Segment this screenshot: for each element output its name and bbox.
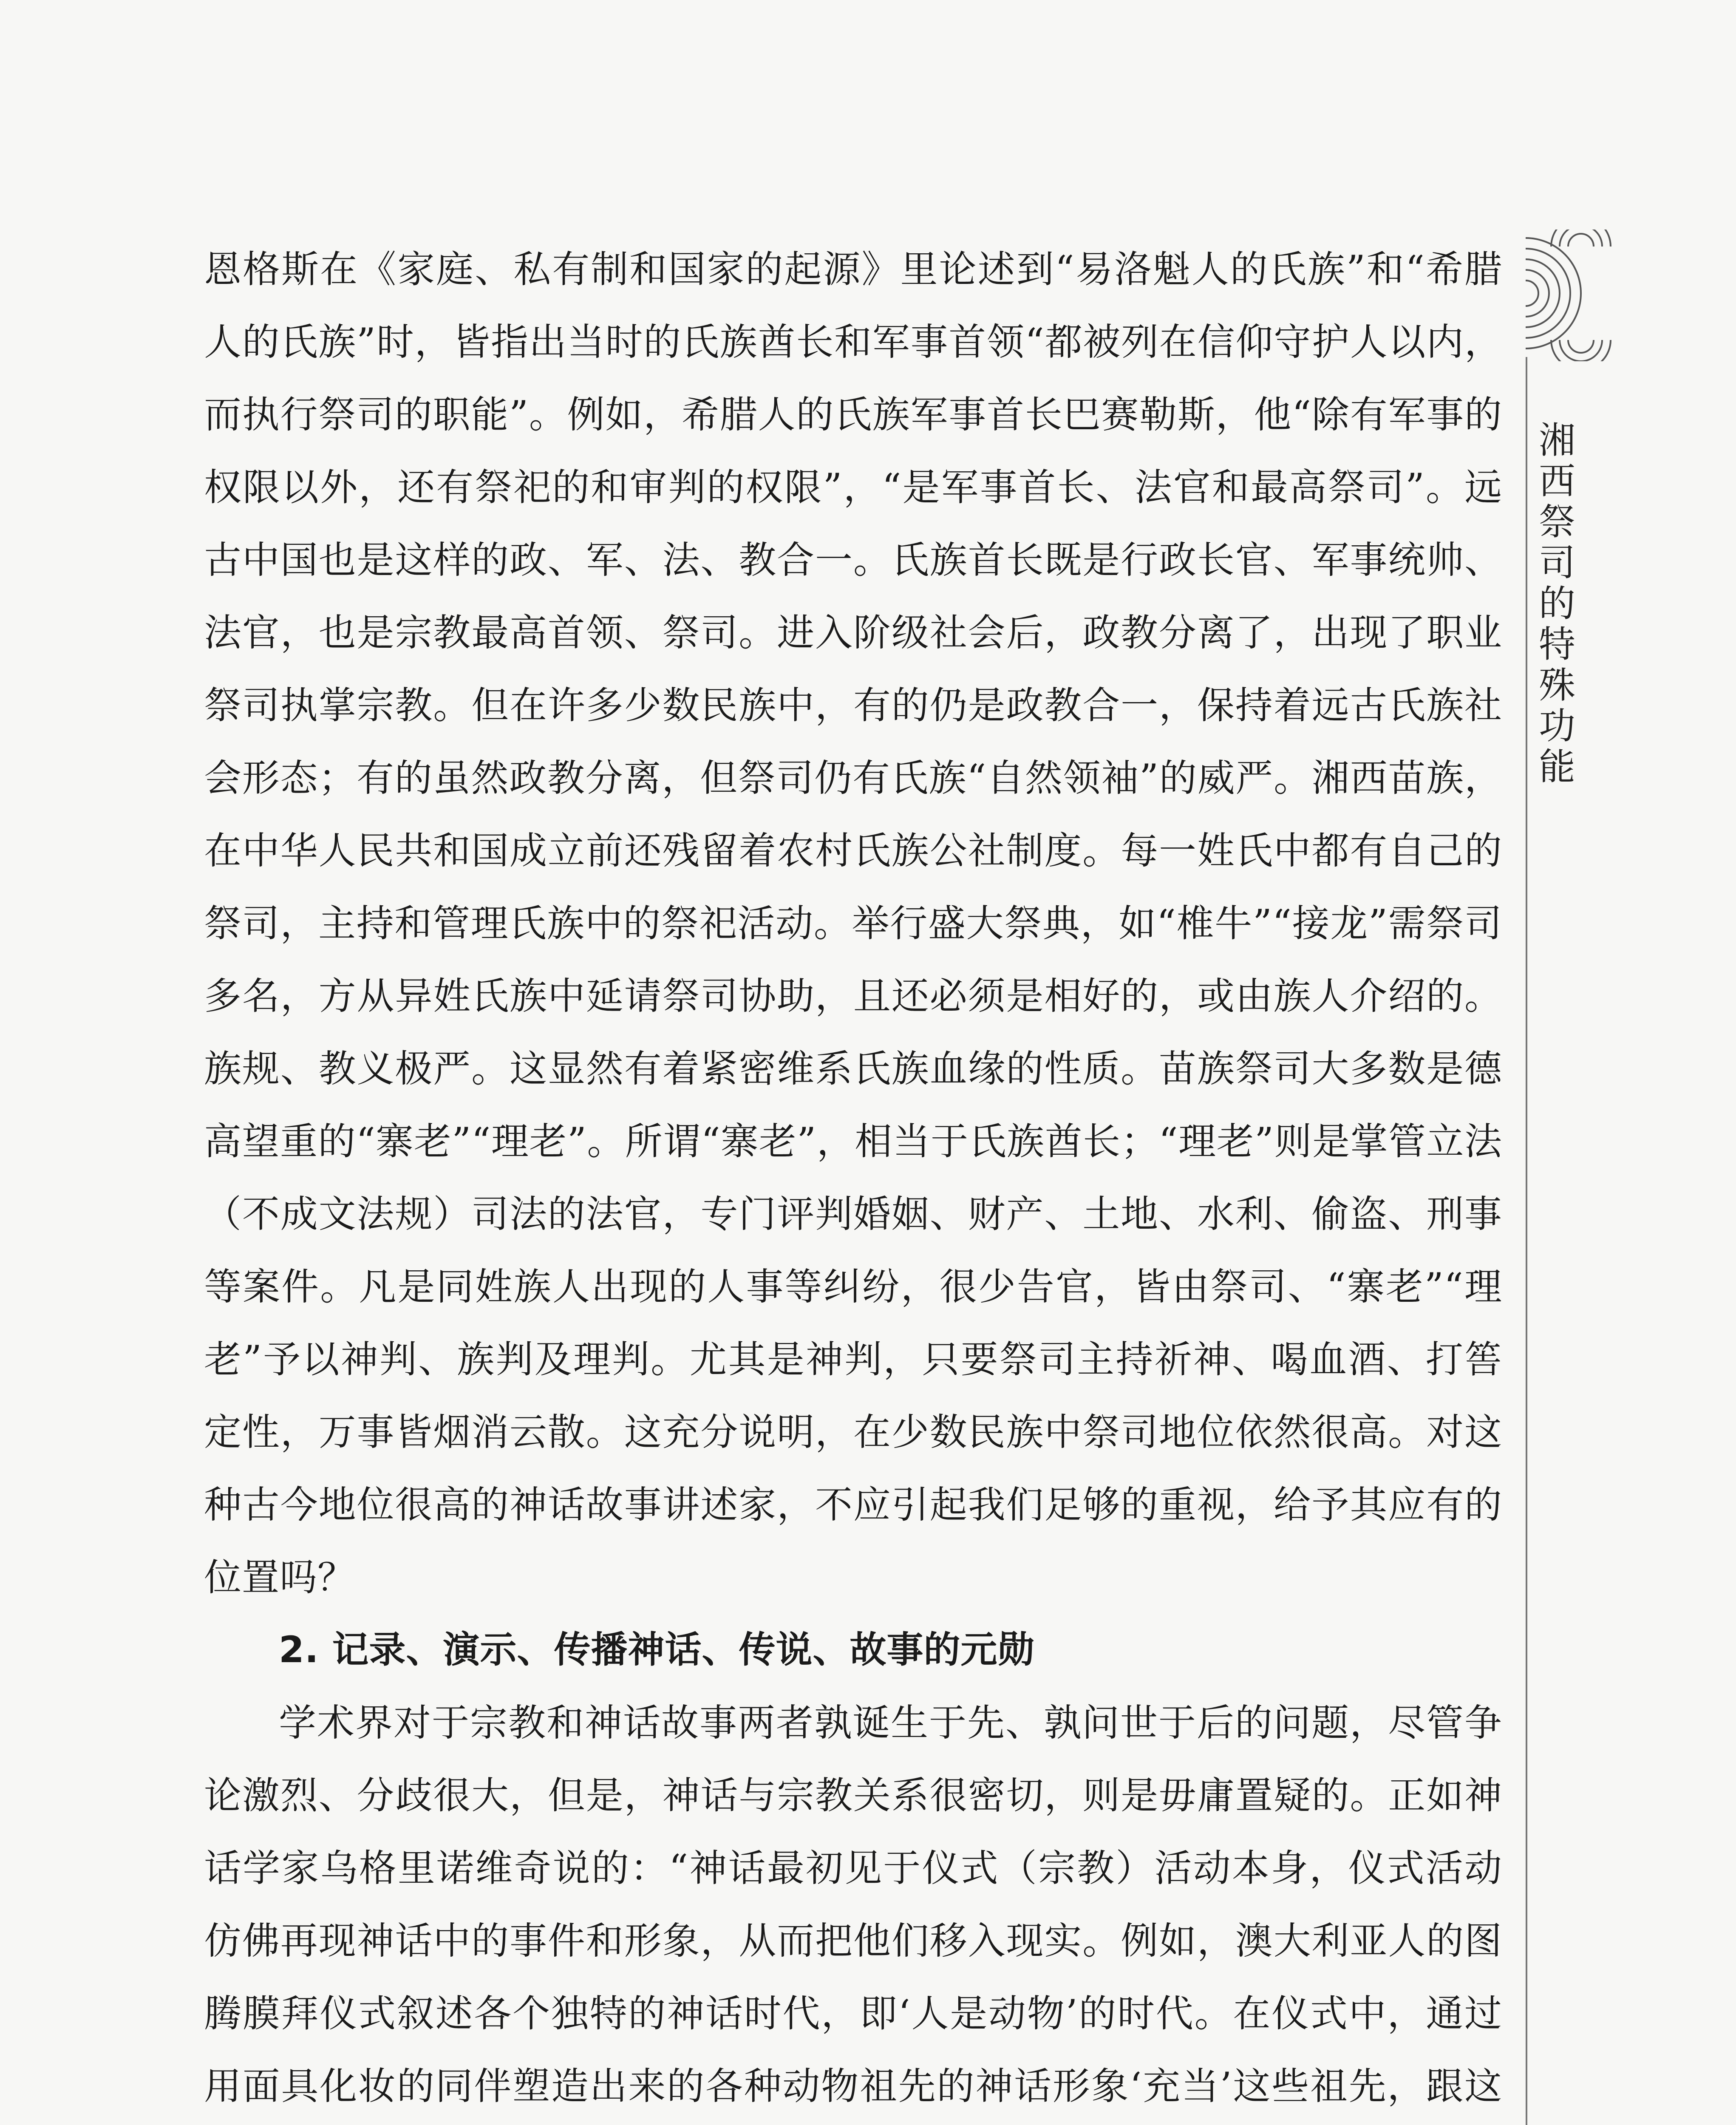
chapter-sidebar [1526,230,1623,2125]
body-paragraph-2: 学术界对于宗教和神话故事两者孰诞生于先、孰问世于后的问题，尽管争论激烈、分歧很大，但是，神话与宗教关系很密切，则是毋庸置疑的。正如神话学家乌格里诺维奇说的：“神话最初见于仪式（宗教）活动本身，仪式活动仿佛再现神话中的事件和形象，从而把他们移入现实。例如，澳大利亚人的图腾膜拜仪式叙述各个独特的神话时代，即‘人是动物’的时代。在仪式中，通过用面具化妆的同伴塑造出来的各种动物祖先的神话形象‘充当’这些祖先，跟这 [204,1701,1502,2108]
text-column [204,233,1502,2125]
section-heading: 2. 记录、演示、传播神话、传说、故事的元勋 [279,1629,1035,1671]
chapter-vertical-title: 湘西祭司的特殊功能 [1532,421,1575,788]
concentric-arc-ornament [1526,230,1623,361]
body-paragraph-1: 恩格斯在《家庭、私有制和国家的起源》里论述到“易洛魁人的氏族”和“希腊人的氏族”时，皆指出当时的氏族酋长和军事首领“都被列在信仰守护人以内，而执行祭司的职能”。例如，希腊人的氏族军事首长巴赛勒斯，他“除有军事的权限以外，还有祭祀的和审判的权限”，“是军事首长、法官和最高祭司”。远古中国也是这样的政、军、法、教合一。氏族首长既是行政长官、军事统帅、法官，也是宗教最高首领、祭司。进入阶级社会后，政教分离了，出现了职业祭司执掌宗教。但在许多少数民族中，有的仍是政教合一，保持着远古氏族社会形态；有的虽然政教分离，但祭司仍有氏族“自然领袖”的威严。湘西苗族，在中华人民共和国成立前还残留着农村氏族公社制度。每一姓氏中都有自己的祭司，主持和管理氏族中的祭祀活动。举行盛大祭典，如“椎牛”“接龙”需祭司多名，方从异姓氏族中延请祭司协助，且还必须是相好的，或由族人介绍的。族规、教义极严。这显然有着紧密维系氏族血缘的性质。苗族祭司大多数是德高望重的“寨老”“理老”。所谓“寨老”，相当于氏族酋长；“理老”则是掌管立法（不成文法规）司法的法官，专门评判婚姻、财产、土地、水利、偷盗、刑事等案件。凡是同姓族人出现的人事等纠纷，很少告官，皆由祭司、“寨老”“理老”予以神判、族判及理判。尤其是神判，只要祭司主持祈神、喝血酒、打筶定性，万事皆烟消云散。这充分说明，在少数民族中祭司地位依然很高。对这种古今地位很高的神话故事讲述家，不应引起我们足够的重视，给予其应有的位置吗？ [204,247,1502,1599]
